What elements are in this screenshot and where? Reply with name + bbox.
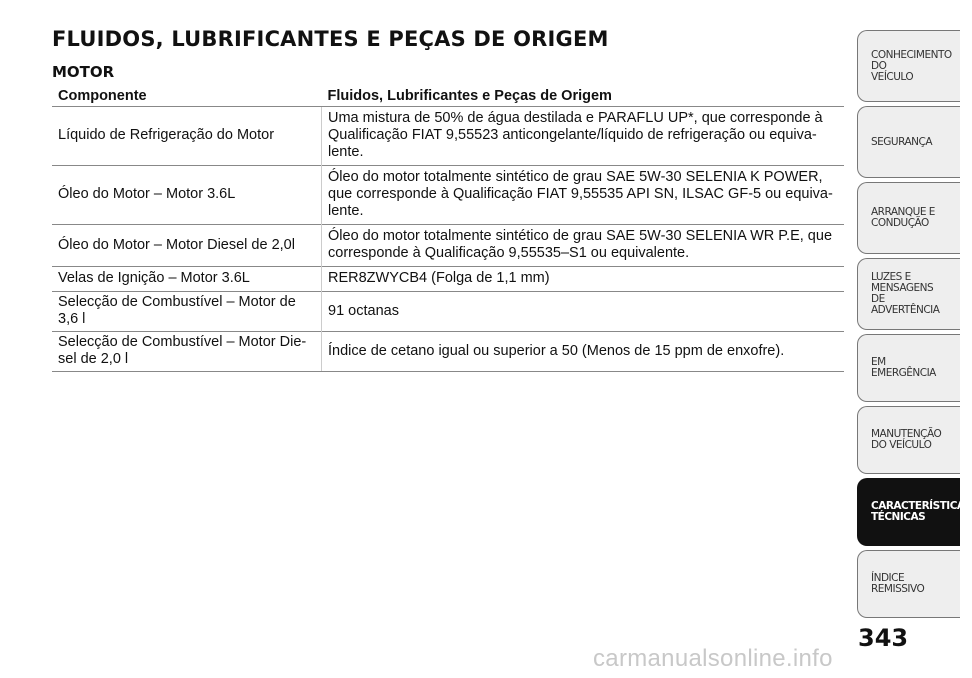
table-row: [52, 107, 844, 166]
tab-arranque-e-conducao[interactable]: ARRANQUE E CONDUÇÃO: [857, 182, 960, 254]
component-cell: Óleo do Motor – Motor Diesel de 2,0l: [52, 225, 322, 267]
page-title: FLUIDOS, LUBRIFICANTES E PEÇAS DE ORIGEM: [52, 27, 609, 51]
spec-cell: Uma mistura de 50% de água destilada e PARAFLU UP*, que corresponde à Qualificação FIAT 9,55523 anticongelante/líquido de refrigeração ou equiva-lente.: [322, 107, 845, 166]
table-row: [52, 292, 844, 332]
table-row: [52, 332, 844, 372]
tab-seguranca[interactable]: SEGURANÇA: [857, 106, 960, 178]
tab-indice-remissivo[interactable]: ÍNDICE REMISSIVO: [857, 550, 960, 618]
watermark: carmanualsonline.info: [593, 645, 833, 672]
table-row: [52, 267, 844, 292]
tab-manutencao-do-veiculo[interactable]: MANUTENÇÃO DO VEÍCULO: [857, 406, 960, 474]
table-row: [52, 166, 844, 225]
tab-em-emergencia[interactable]: EM EMERGÊNCIA: [857, 334, 960, 402]
section-title: MOTOR: [52, 63, 115, 81]
component-cell: Líquido de Refrigeração do Motor: [52, 107, 322, 166]
spec-cell: Índice de cetano igual ou superior a 50 (Menos de 15 ppm de enxofre).: [322, 332, 845, 372]
spec-cell: RER8ZWYCB4 (Folga de 1,1 mm): [322, 267, 845, 292]
spec-cell: 91 octanas: [322, 292, 845, 332]
tab-caracteristicas-tecnicas[interactable]: CARACTERÍSTICAS TÉCNICAS: [857, 478, 960, 546]
table-row: [52, 225, 844, 267]
component-cell: Selecção de Combustível – Motor Die-sel de 2,0 l: [52, 332, 322, 372]
column-header-spec: Fluidos, Lubrificantes e Peças de Origem: [322, 86, 845, 107]
table-header-row: [52, 86, 844, 107]
page-number: 343: [858, 624, 909, 652]
component-cell: Velas de Ignição – Motor 3.6L: [52, 267, 322, 292]
component-cell: Selecção de Combustível – Motor de 3,6 l: [52, 292, 322, 332]
tab-luzes-e-mensagens[interactable]: LUZES E MENSAGENS DE ADVERTÊNCIA: [857, 258, 960, 330]
tab-conhecimento-do-veiculo[interactable]: CONHECIMENTO DO VEÍCULO: [857, 30, 960, 102]
specs-table: [52, 86, 844, 372]
spec-cell: Óleo do motor totalmente sintético de grau SAE 5W-30 SELENIA K POWER, que corresponde à Qualificação FIAT 9,55535 API SN, ILSAC GF-5 ou equiva-lente.: [322, 166, 845, 225]
component-cell: Óleo do Motor – Motor 3.6L: [52, 166, 322, 225]
spec-cell: Óleo do motor totalmente sintético de grau SAE 5W-30 SELENIA WR P.E, que corresponde à Qualificação 9,55535–S1 ou equivalente.: [322, 225, 845, 267]
column-header-component: Componente: [52, 86, 322, 107]
